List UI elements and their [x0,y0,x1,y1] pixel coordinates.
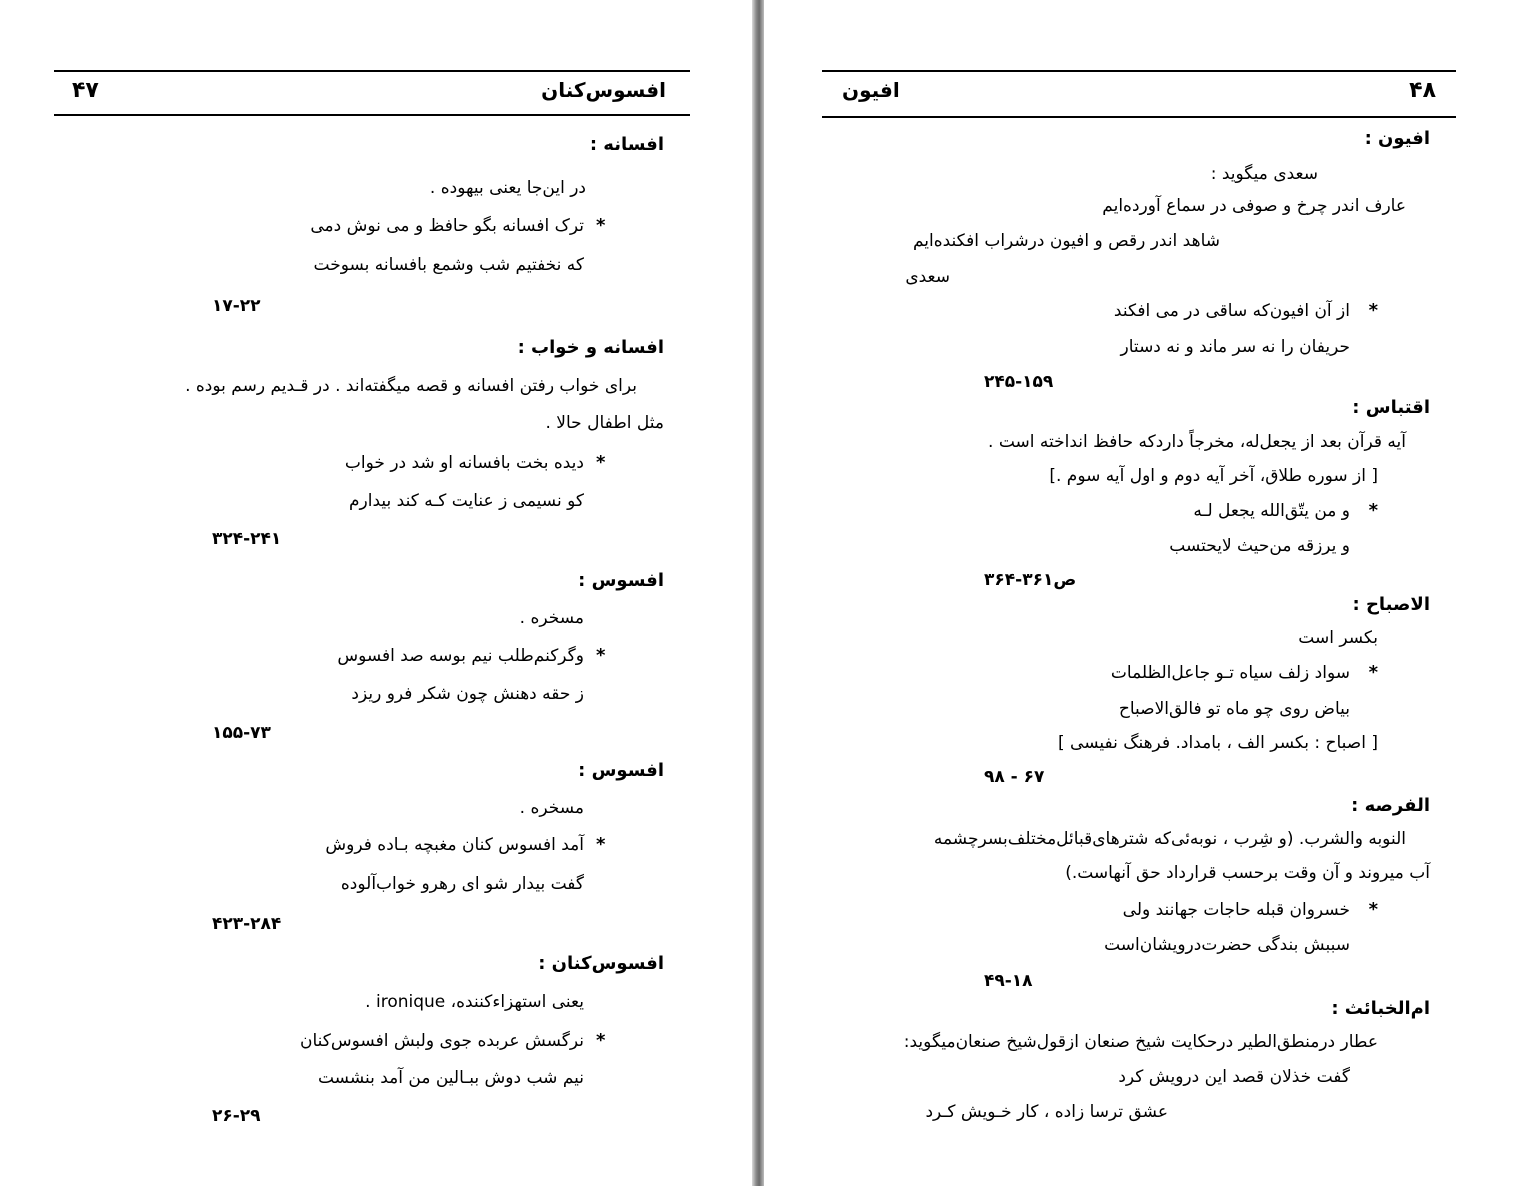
entry-text-line: آیه قرآن بعد از یجعل‌له، مخرجاً داردکه حافظ انداخته است . [988,432,1406,452]
right-running-head: افیون [842,78,900,102]
entry-headword: اقتباس : [1352,397,1430,418]
entry-text-line: گفت خذلان قصد این درویش کرد [1118,1067,1350,1087]
verse-line: دیده بخت بافسانه او شد در خواب [344,453,584,473]
verse-line: ترک افسانه بگو حافظ و می نوش دمی [310,216,584,236]
entry-reference: ۳۲۴-۲۴۱ [212,529,282,549]
right-header-rule-bottom [822,116,1456,118]
entry-headword: افسانه : [589,134,664,155]
right-page [764,0,1518,1186]
entry-headword: افسانه و خواب : [517,337,664,358]
entry-text-line: سعدی میگوید : [1210,164,1318,184]
entry-headword: افسوس : [578,570,664,591]
verse-asterisk: * [1368,899,1378,920]
right-header-rule-top [822,70,1456,72]
verse-asterisk: * [1368,300,1378,321]
entry-headword: الاصباح : [1352,594,1430,615]
entry-text-line: مسخره . [519,608,584,628]
entry-text-line: در این‌جا یعنی بیهوده . [429,178,586,198]
entry-headword: افسوس‌کنان : [538,953,664,974]
entry-headword: افسوس : [578,760,664,781]
verse-line: نرگسش عربده جوی ولبش افسوس‌کنان [300,1031,584,1051]
entry-headword: افیون : [1364,128,1430,149]
entry-reference: ۲۶-۲۹ [212,1106,261,1126]
entry-text-line: عارف اندر چرخ و صوفی در سماع آورده‌ایم [1102,196,1406,216]
verse-line: حریفان را نه سر ماند و نه دستار [1120,337,1350,357]
verse-line: ز حقه دهنش چون شکر فرو ریزد [351,684,584,704]
entry-text-line: عشق ترسا زاده ، کار خـویش کـرد [925,1102,1168,1122]
entry-text-line: [ از سوره طلاق، آخر آیه دوم و اول آیه سوم .] [1049,466,1378,486]
left-page-number: ۴۷ [72,78,99,103]
entry-text-line: النوبه والشرب. (و شِرب ، نوبه‌ئی‌که شترهای‌قبائل‌مختلف‌بسرچشمه [933,829,1406,849]
entry-text-line: برای خواب رفتن افسانه و قصه میگفته‌اند . در قـدیم رسم بوده . [185,376,637,396]
entry-headword: ام‌الخبائث : [1331,998,1430,1019]
entry-text-line: آب میروند و آن وقت برحسب قرارداد حق آنهاست.) [1065,863,1430,883]
entry-reference: ۱۵۵-۷۳ [212,723,271,743]
verse-asterisk: * [1368,500,1378,521]
left-running-head: افسوس‌کنان [541,78,666,102]
entry-reference: ۴۲۳-۲۸۴ [212,914,282,934]
verse-asterisk: * [596,1030,606,1051]
verse-asterisk: * [596,834,606,855]
entry-reference: ۹۸ - ۶۷ [984,767,1045,787]
verse-line: سببش بندگی حضرت‌درویشان‌است [1104,935,1350,955]
verse-line: آمد افسوس کنان مغبچه بـاده فروش [325,835,584,855]
verse-line: سواد زلف سیاه تـو جاعل‌الظلمات [1110,663,1350,683]
verse-line: که نخفتیم شب وشمع بافسانه بسوخت [313,255,584,275]
entry-text-line: مسخره . [519,798,584,818]
entry-text-line: شاهد اندر رقص و افیون درشراب افکنده‌ایم [912,231,1220,251]
entry-reference: ۲۴۵-۱۵۹ [984,372,1054,392]
entry-text-line: بکسر است [1298,628,1378,648]
entry-reference: ۳۶۴-ص۳۶۱ [984,570,1077,590]
verse-asterisk: * [596,645,606,666]
verse-line: بیاض روی چو ماه تو فالق‌الاصباح [1118,699,1350,719]
verse-line: وگرکنم‌طلب نیم بوسه صد افسوس [337,646,584,666]
entry-text-line: عطار درمنطق‌الطیر درحکایت شیخ صنعان ازقول‌شیخ صنعان‌میگوید: [903,1032,1378,1052]
entry-reference: ۴۹-۱۸ [984,971,1033,991]
left-header-rule-bottom [54,114,690,116]
entry-text-line: یعنی استهزاء‌کننده، ironique . [365,992,584,1012]
bracketed-note: [ اصباح : بکسر الف ، بامداد. فرهنگ نفیسی ] [1058,733,1378,753]
left-page [0,0,752,1186]
verse-line: کو نسیمی ز عنایت کـه کند بیدارم [349,491,584,511]
verse-line: گفت بیدار شو ای رهرو خواب‌آلوده [340,874,584,894]
entry-text-line: مثل اطفال حالا . [545,413,664,433]
entry-headword: الفرصه : [1351,795,1430,816]
verse-line: و من یتّق‌الله یجعل لـه [1193,501,1350,521]
entry-reference: ۱۷-۲۲ [212,296,261,316]
verse-line: و یرزقه من‌حیث لایحتسب [1169,536,1350,556]
book-spine [752,0,764,1186]
verse-line: از آن افیون‌که ساقی در می افکند [1113,301,1350,321]
verse-asterisk: * [596,452,606,473]
verse-asterisk: * [596,215,606,236]
right-page-number: ۴۸ [1409,78,1436,103]
left-header-rule-top [54,70,690,72]
verse-asterisk: * [1368,662,1378,683]
entry-text-line: سعدی [905,267,950,287]
verse-line: نیم شب دوش ببـالین من آمد بنشست [317,1068,584,1088]
verse-line: خسروان قبله حاجات جهانند ولی [1122,900,1350,920]
